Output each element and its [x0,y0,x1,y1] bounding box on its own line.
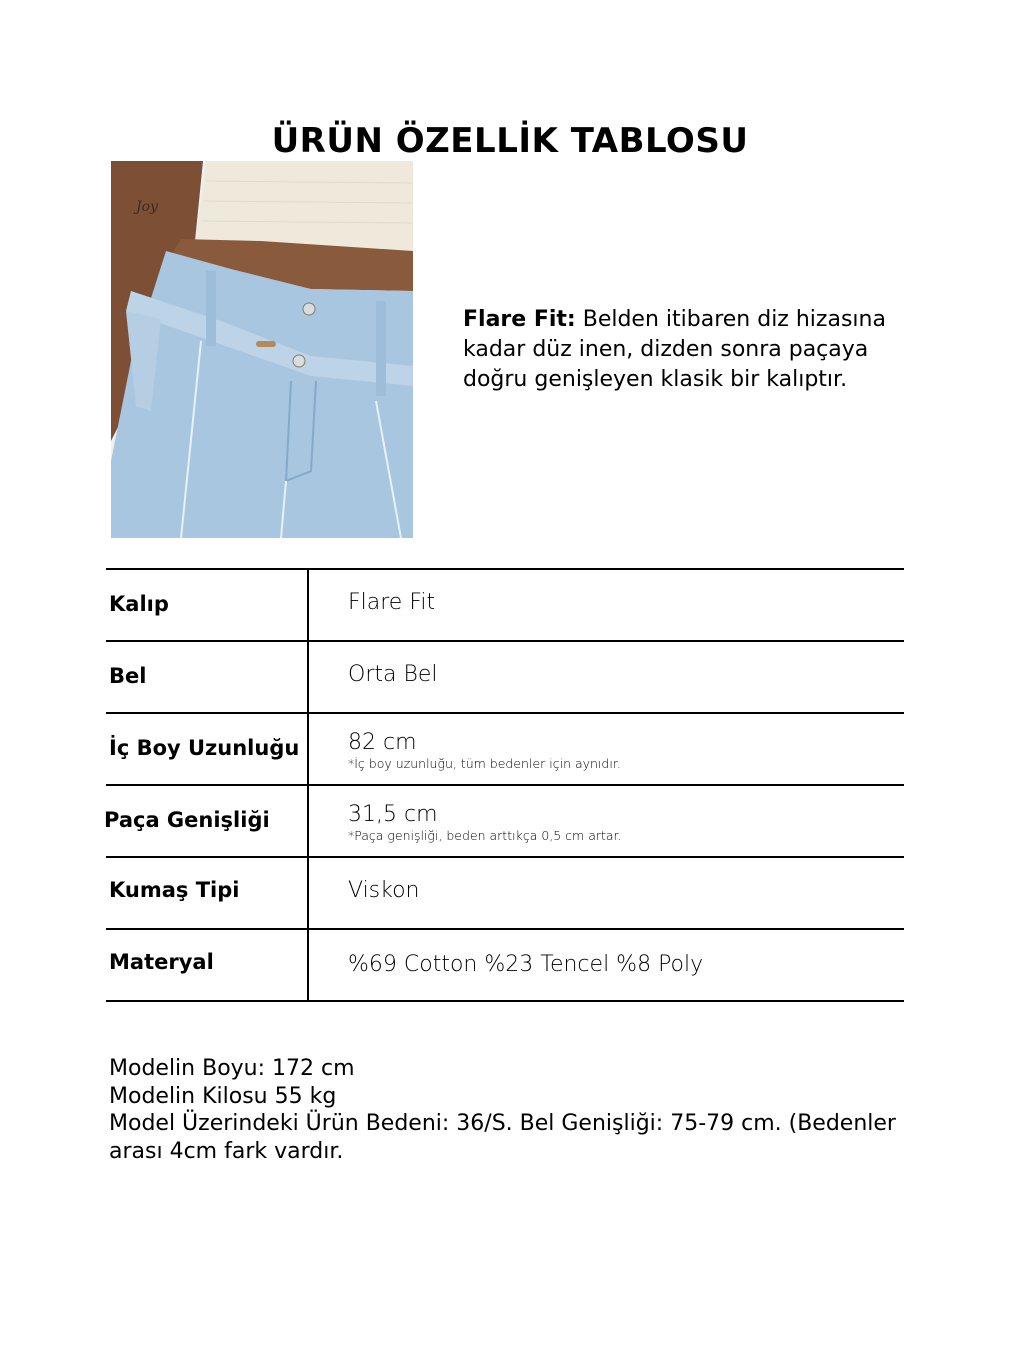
spec-row-ic-boy [106,712,904,784]
spec-value [348,662,438,688]
spec-value-main: Flare Fit [348,590,436,615]
spec-row-bel [106,640,904,712]
spec-value [348,730,621,772]
model-info [109,1055,909,1165]
fit-description-text: Belden itibaren diz hizasına kadar düz inen, dizden sonra paçaya doğru genişleyen klasik bir kalıptır. [463,307,886,392]
spec-label: Kumaş Tipi [109,878,240,902]
svg-text:Joy: Joy [136,199,158,215]
spec-table [106,568,904,1002]
spec-label: Bel [109,664,147,688]
spec-value-note: *Paça genişliği, beden arttıkça 0,5 cm artar. [348,828,622,843]
fit-description-label: Flare Fit: [463,307,576,332]
column-divider [307,570,309,642]
spec-label: İç Boy Uzunluğu [109,736,300,760]
column-divider [307,858,309,930]
spec-value-main: 82 cm [348,730,417,755]
column-divider [307,714,309,786]
spec-row-kalip [106,568,904,640]
spec-value [348,590,435,616]
fit-description [463,305,903,395]
page-title: ÜRÜN ÖZELLİK TABLOSU [271,120,749,161]
spec-label: Materyal [109,950,214,974]
spec-value-main: 31,5 cm [348,802,438,827]
column-divider [307,930,309,1002]
model-height: Modelin Boyu: 172 cm [109,1056,355,1081]
jeans-image-icon [111,161,413,538]
spec-value [348,878,420,904]
spec-label: Paça Genişliği [104,808,270,832]
column-divider [307,642,309,714]
spec-row-kumas [106,856,904,928]
model-size-note: arası 4cm fark vardır. [109,1138,344,1164]
spec-value [348,802,622,844]
spec-value-main: Orta Bel [348,662,438,687]
spec-row-materyal [106,928,904,1002]
model-weight: Modelin Kilosu 55 kg [109,1083,337,1109]
spec-label: Kalıp [109,592,169,616]
spec-value-main: Viskon [348,878,420,903]
spec-row-paca [106,784,904,856]
spec-value [348,952,703,978]
product-photo [111,161,413,538]
column-divider [307,786,309,858]
spec-value-note: *İç boy uzunluğu, tüm bedenler için aynıdır. [348,756,621,771]
spec-value-main: %69 Cotton %23 Tencel %8 Poly [348,952,704,977]
model-size: Model Üzerindeki Ürün Bedeni: 36/S. Bel Genişliği: 75-79 cm. (Bedenler [109,1111,896,1136]
